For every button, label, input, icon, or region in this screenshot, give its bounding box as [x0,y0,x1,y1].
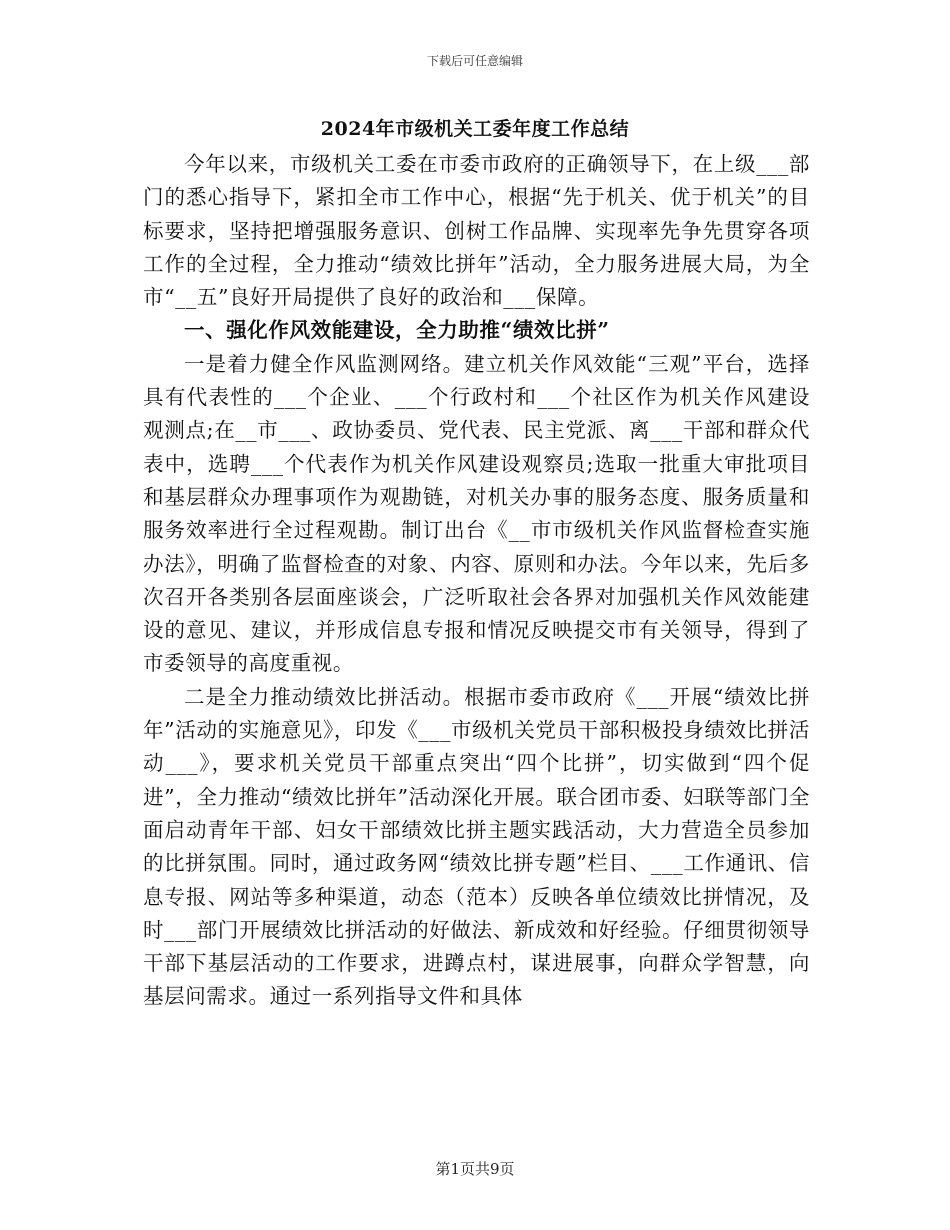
document-body [143,148,810,1014]
page-number: 第1页共9页 [435,1160,515,1178]
page-header-note: 下载后可任意编辑 [426,54,523,68]
paragraph-monitoring-network: 一是着力健全作风监测网络。建立机关作风效能“三观”平台，选择具有代表性的___个企业、___个行政村和___个社区作为机关作风建设观测点;在__市___、政协委员、党代表、民主党派、离___干部和群众代表中，选聘___个代表作为机关作风建设观察员;选取一批重大审批项目和基层群众办理事项作为观勘链，对机关办事的服务态度、服务质量和服务效率进行全过程观勘。制订出台《__市市级机关作风监督检查实施办法》，明确了监督检查的对象、内容、原则和办法。今年以来，先后多次召开各类别各层面座谈会，广泛听取社会各界对加强机关作风效能建设的意见、建议，并形成信息专报和情况反映提交市有关领导，得到了市委领导的高度重视。 [143,351,810,676]
document-title: 2024年市级机关工委年度工作总结 [320,118,630,140]
section-heading-1: 一、强化作风效能建设，全力助推“绩效比拼” [184,318,610,343]
paragraph-performance-competition: 二是全力推动绩效比拼活动。根据市委市政府《___开展“绩效比拼年”活动的实施意见》，印发《___市级机关党员干部积极投身绩效比拼活动___》，要求机关党员干部重点突出“四个比拼”，切实做到“四个促进”，全力推动“绩效比拼年”活动深化开展。联合团市委、妇联等部门全面启动青年干部、妇女干部绩效比拼主题实践活动，大力营造全员参加的比拼氛围。同时，通过政务网“绩效比拼专题”栏目、___工作通讯、信息专报、网站等多种渠道，动态（范本）反映各单位绩效比拼情况，及时___部门开展绩效比拼活动的好做法、新成效和好经验。仔细贯彻领导干部下基层活动的工作要求，进蹲点村，谋进展事，向群众学智慧，向基层问需求。通过一系列指导文件和具体 [143,684,810,1009]
intro-paragraph: 今年以来，市级机关工委在市委市政府的正确领导下，在上级___部门的悉心指导下，紧扣全市工作中心，根据“先于机关、优于机关”的目标要求，坚持把增强服务意识、创树工作品牌、实现率先争先贯穿各项工作的全过程，全力推动“绩效比拼年”活动，全力服务进展大局，为全市“__五”良好开局提供了良好的政治和___保障。 [143,152,810,310]
